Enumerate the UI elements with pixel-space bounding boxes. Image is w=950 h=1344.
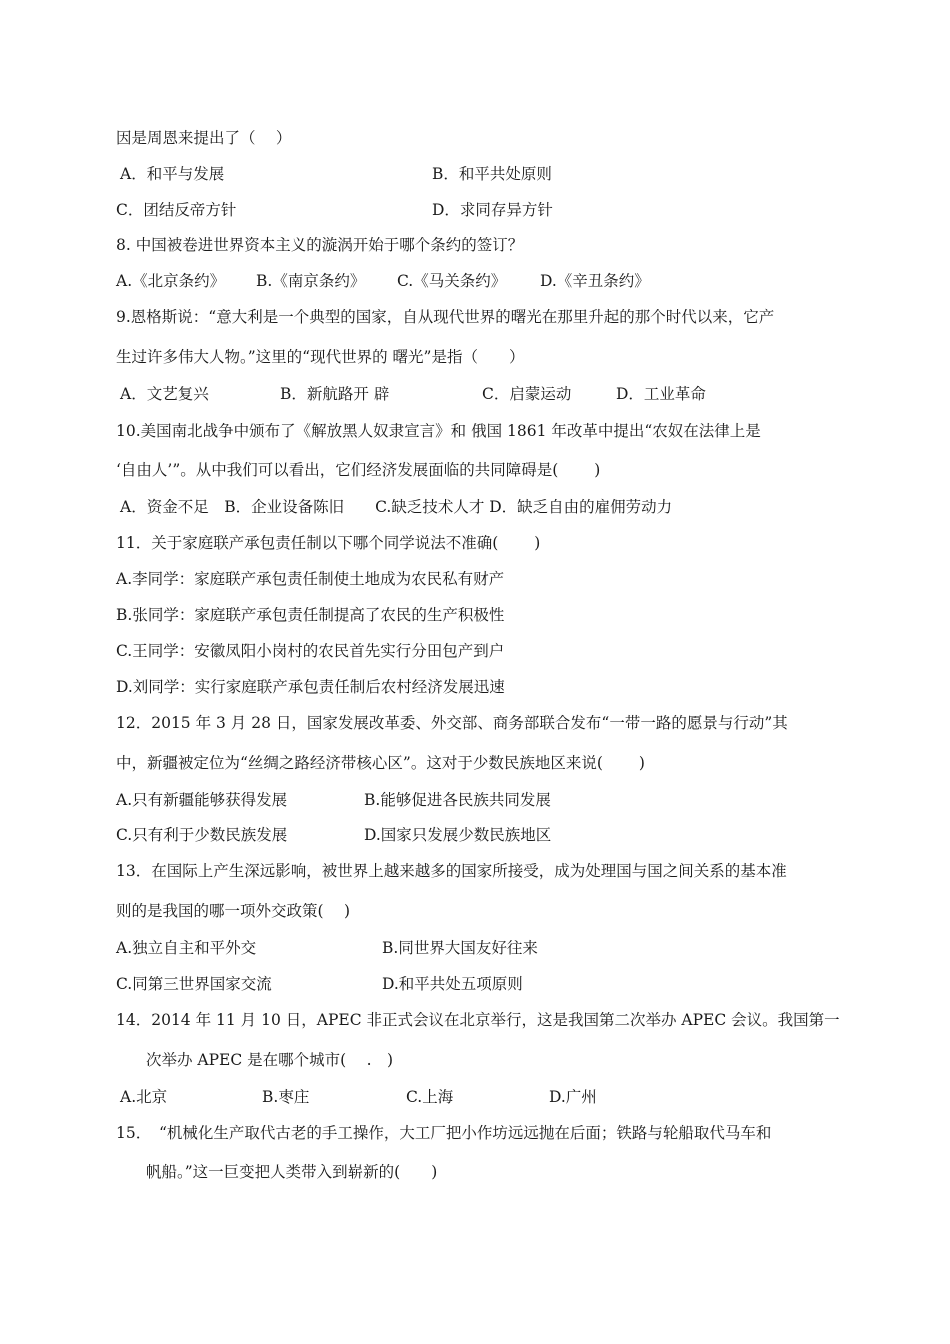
q12-option-b: B.能够促进各民族共同发展 xyxy=(364,791,551,809)
q13-stem-line2: 则的是我国的哪一项外交政策( ) xyxy=(116,902,351,920)
q11-option-b: B.张同学：家庭联产承包责任制提高了农民的生产积极性 xyxy=(116,606,505,624)
q10-options: A．资金不足 B．企业设备陈旧 C.缺乏技术人才 D．缺乏自由的雇佣劳动力 xyxy=(120,498,673,516)
q14-stem-line2: 次举办 APEC 是在哪个城市( . ) xyxy=(146,1051,394,1069)
q11-option-a: A.李同学：家庭联产承包责任制使土地成为农民私有财产 xyxy=(116,570,505,588)
q9-option-a: A．文艺复兴 xyxy=(120,385,209,403)
q9-option-d: D．工业革命 xyxy=(616,385,706,403)
q11-option-c: C.王同学：安徽凤阳小岗村的农民首先实行分田包产到户 xyxy=(116,642,505,660)
q10-stem-line2: ‘自由人’”。从中我们可以看出，它们经济发展面临的共同障碍是( ) xyxy=(116,461,601,479)
q13-stem-line1: 13．在国际上产生深远影响，被世界上越来越多的国家所接受，成为处理国与国之间关系的基本准 xyxy=(116,862,787,880)
q13-option-d: D.和平共处五项原则 xyxy=(382,975,523,993)
q9-stem-line1: 9.恩格斯说：“意大利是一个典型的国家，自从现代世界的曙光在那里升起的那个时代以来，它产 xyxy=(116,308,775,326)
q8-option-b: B.《南京条约》 xyxy=(256,272,366,290)
q15-stem-line1: 15． “机械化生产取代古老的手工操作，大工厂把小作坊远远抛在后面；铁路与轮船取代马车和 xyxy=(116,1124,772,1142)
q8-stem: 8. 中国被卷进世界资本主义的漩涡开始于哪个条约的签订？ xyxy=(116,236,524,254)
q7-option-b: B．和平共处原则 xyxy=(432,165,552,183)
q12-option-a: A.只有新疆能够获得发展 xyxy=(116,791,288,809)
q9-option-b: B．新航路开 辟 xyxy=(280,385,390,403)
q8-option-d: D.《辛丑条约》 xyxy=(540,272,650,290)
q14-option-a: A.北京 xyxy=(120,1088,168,1106)
q12-option-c: C.只有利于少数民族发展 xyxy=(116,826,288,844)
q7-stem-tail: 因是周恩来提出了（ ） xyxy=(116,129,292,147)
q14-stem-line1: 14．2014 年 11 月 10 日，APEC 非正式会议在北京举行，这是我国第二次举办 APEC 会议。我国第一 xyxy=(116,1011,840,1029)
q12-option-d: D.国家只发展少数民族地区 xyxy=(364,826,552,844)
q9-option-c: C．启蒙运动 xyxy=(482,385,572,403)
q11-option-d: D.刘同学：实行家庭联产承包责任制后农村经济发展迅速 xyxy=(116,678,505,696)
q8-option-c: C.《马关条约》 xyxy=(397,272,507,290)
q14-option-c: C.上海 xyxy=(406,1088,454,1106)
q11-stem: 11．关于家庭联产承包责任制以下哪个同学说法不准确( ) xyxy=(116,534,541,552)
q7-option-d: D．求同存异方针 xyxy=(432,201,553,219)
q14-option-d: D.广州 xyxy=(549,1088,597,1106)
q12-stem-line2: 中，新疆被定位为“丝绸之路经济带核心区”。这对于少数民族地区来说( ) xyxy=(116,754,645,772)
q13-option-c: C.同第三世界国家交流 xyxy=(116,975,272,993)
q13-option-b: B.同世界大国友好往来 xyxy=(382,939,538,957)
q7-option-a: A．和平与发展 xyxy=(120,165,225,183)
q8-option-a: A.《北京条约》 xyxy=(116,272,226,290)
q15-stem-line2: 帆船。”这一巨变把人类带入到崭新的( ) xyxy=(146,1163,438,1181)
q7-option-c: C．团结反帝方针 xyxy=(116,201,237,219)
q14-option-b: B.枣庄 xyxy=(262,1088,310,1106)
q13-option-a: A.独立自主和平外交 xyxy=(116,939,257,957)
q10-stem-line1: 10.美国南北战争中颁布了《解放黑人奴隶宣言》和 俄国 1861 年改革中提出“农奴在法律上是 xyxy=(116,422,761,440)
q9-stem-line2: 生过许多伟大人物。”这里的“现代世界的 曙光”是指（ ） xyxy=(116,348,525,366)
q12-stem-line1: 12．2015 年 3 月 28 日，国家发展改革委、外交部、商务部联合发布“一带一路的愿景与行动”其 xyxy=(116,714,788,732)
